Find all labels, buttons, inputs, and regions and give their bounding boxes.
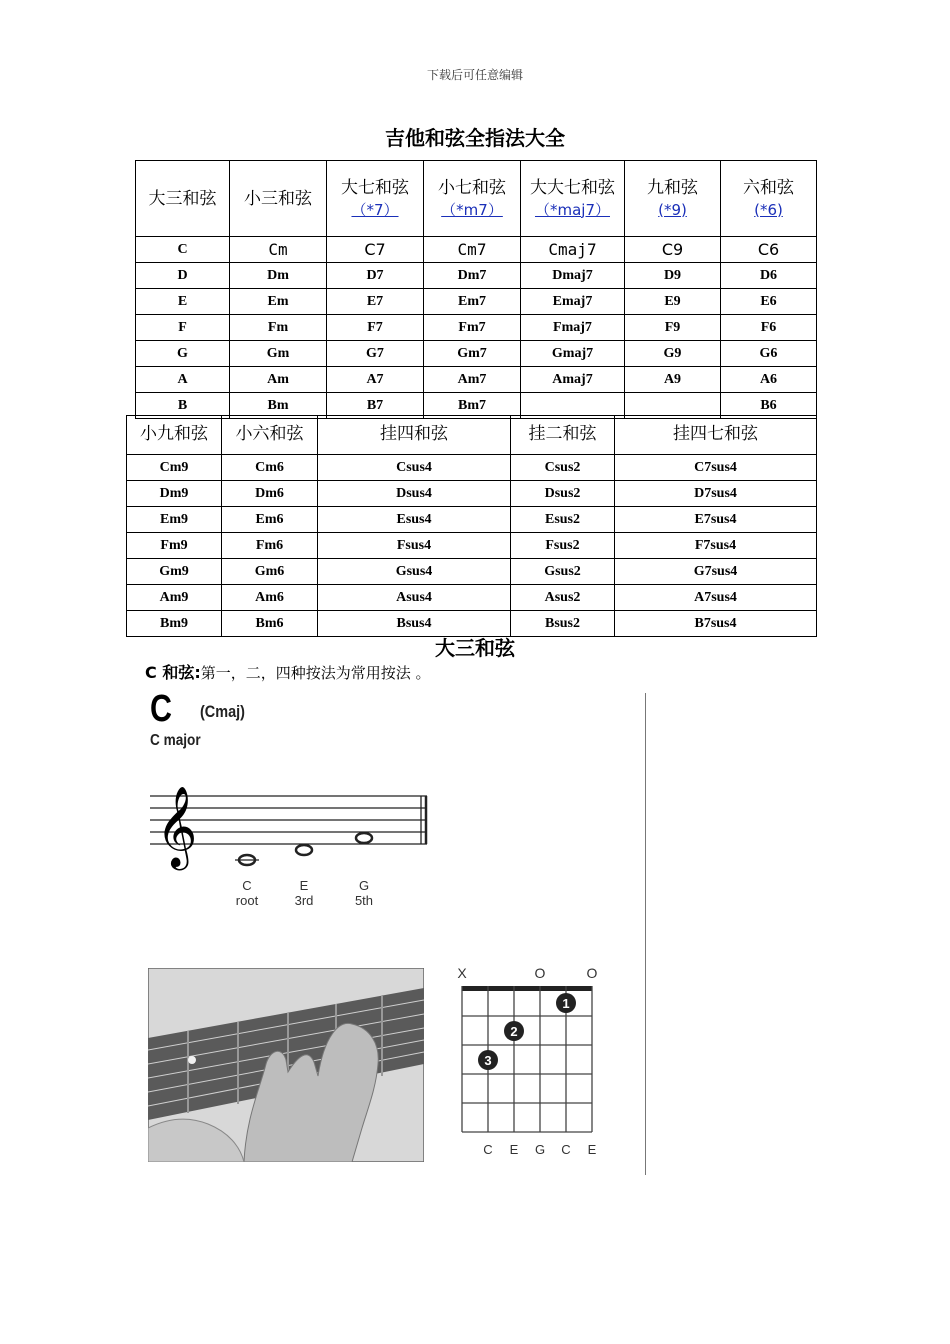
string-mark: X — [457, 965, 467, 981]
header-cell: 挂二和弦 — [511, 416, 615, 455]
table-cell: Csus4 — [318, 455, 511, 481]
table-cell: D7 — [327, 263, 424, 289]
string-mark: O — [534, 965, 546, 981]
table-cell: Bm7 — [424, 393, 521, 419]
table-cell: A7sus4 — [615, 585, 817, 611]
table-cell: A9 — [625, 367, 721, 393]
table-cell: Fsus4 — [318, 533, 511, 559]
header-cell: 小三和弦 — [230, 161, 327, 237]
table-cell: Gsus4 — [318, 559, 511, 585]
table-row — [127, 585, 817, 611]
table-cell: Amaj7 — [521, 367, 625, 393]
chord-intro — [145, 660, 431, 683]
table-cell: B — [136, 393, 230, 419]
chord-symbol: C — [150, 688, 172, 730]
table-cell: Am — [230, 367, 327, 393]
header-cell: 挂四七和弦 — [615, 416, 817, 455]
header-sub[interactable]: （*7） — [351, 200, 399, 219]
table-cell: Asus2 — [511, 585, 615, 611]
table-cell: F7sus4 — [615, 533, 817, 559]
table-cell: Dm7 — [424, 263, 521, 289]
header-cell: 挂四和弦 — [318, 416, 511, 455]
table-cell: Fm — [230, 315, 327, 341]
table-cell: Am9 — [127, 585, 222, 611]
header-sub[interactable]: （*maj7） — [534, 200, 610, 219]
table-cell: Em7 — [424, 289, 521, 315]
table-cell: Cm6 — [222, 455, 318, 481]
table-row — [136, 263, 817, 289]
finger-number: 3 — [484, 1053, 492, 1068]
table-cell: E7sus4 — [615, 507, 817, 533]
table-cell: Gmaj7 — [521, 341, 625, 367]
table-header-row — [127, 416, 817, 455]
header-cell: 小七和弦 （*m7） — [424, 161, 521, 237]
string-note: E — [587, 1142, 597, 1157]
table-cell: Bm — [230, 393, 327, 419]
note-e — [296, 845, 312, 855]
table-cell: C7 — [327, 237, 424, 263]
table-cell: Csus2 — [511, 455, 615, 481]
finger-number: 2 — [510, 1024, 518, 1039]
table-row — [136, 367, 817, 393]
table-cell: C — [136, 237, 230, 263]
header-cell: 大七和弦 （*7） — [327, 161, 424, 237]
table-cell: F — [136, 315, 230, 341]
string-note: C — [561, 1142, 571, 1157]
note-c — [235, 855, 259, 865]
chord-full-name: C major — [150, 732, 201, 749]
table-header-row — [136, 161, 817, 237]
table-cell: B7 — [327, 393, 424, 419]
note-g — [356, 833, 372, 843]
table-cell: Fm9 — [127, 533, 222, 559]
note-degree: root — [235, 893, 259, 908]
table-cell: E7 — [327, 289, 424, 315]
table-cell: D6 — [721, 263, 817, 289]
page-title: 吉他和弦全指法大全 — [385, 126, 565, 150]
table-cell: F7 — [327, 315, 424, 341]
table-cell: Esus4 — [318, 507, 511, 533]
table-cell: Gm — [230, 341, 327, 367]
table-cell: Dm6 — [222, 481, 318, 507]
table-row — [136, 315, 817, 341]
chord-alt-name: (Cmaj) — [200, 702, 245, 721]
chord-table-main — [135, 160, 817, 419]
table-cell: D9 — [625, 263, 721, 289]
table-cell: B7sus4 — [615, 611, 817, 637]
table-cell: G — [136, 341, 230, 367]
chord-figure — [142, 688, 647, 1176]
table-cell: Am6 — [222, 585, 318, 611]
table-cell: Gm9 — [127, 559, 222, 585]
table-cell: G7 — [327, 341, 424, 367]
header-cell: 大三和弦 — [136, 161, 230, 237]
chord-table-extended — [126, 415, 817, 637]
table-cell: Fm7 — [424, 315, 521, 341]
table-row — [127, 481, 817, 507]
table-cell: G6 — [721, 341, 817, 367]
table-cell: C6 — [721, 237, 817, 263]
string-note: C — [483, 1142, 493, 1157]
note-label: E — [299, 878, 309, 893]
header-sub[interactable]: （*m7） — [441, 200, 503, 219]
table-cell: Em9 — [127, 507, 222, 533]
table-cell: Bm6 — [222, 611, 318, 637]
hand-photo — [148, 968, 424, 1162]
table-cell: Em — [230, 289, 327, 315]
table-row — [136, 289, 817, 315]
table-cell: D7sus4 — [615, 481, 817, 507]
table-cell: Cm7 — [424, 237, 521, 263]
table-cell: Gsus2 — [511, 559, 615, 585]
table-cell: C9 — [625, 237, 721, 263]
table-cell: C7sus4 — [615, 455, 817, 481]
table-cell: Fsus2 — [511, 533, 615, 559]
table-cell: Esus2 — [511, 507, 615, 533]
table-cell: G7sus4 — [615, 559, 817, 585]
table-cell: A — [136, 367, 230, 393]
chord-diagram — [447, 964, 622, 1164]
table-row — [136, 237, 817, 263]
table-cell: E6 — [721, 289, 817, 315]
chord-intro-text: 第一，二，四种按法为常用按法 。 — [200, 664, 431, 682]
note-degree: 5th — [354, 893, 374, 908]
header-cell: 小六和弦 — [222, 416, 318, 455]
note-label: C — [242, 878, 252, 893]
header-cell: 九和弦 (*9) — [625, 161, 721, 237]
header-note: 下载后可任意编辑 — [426, 68, 523, 82]
note-degree: 3rd — [294, 893, 314, 908]
header-cell: 小九和弦 — [127, 416, 222, 455]
table-cell: Dm — [230, 263, 327, 289]
table-cell: Fmaj7 — [521, 315, 625, 341]
table-cell: E9 — [625, 289, 721, 315]
table-cell: Asus4 — [318, 585, 511, 611]
table-cell: Dsus2 — [511, 481, 615, 507]
section-title: 大三和弦 — [435, 636, 515, 660]
table-cell: Bm9 — [127, 611, 222, 637]
table-cell: Cm — [230, 237, 327, 263]
table-row — [127, 559, 817, 585]
table-cell: A7 — [327, 367, 424, 393]
table-cell: Em6 — [222, 507, 318, 533]
table-cell: F9 — [625, 315, 721, 341]
table-cell: Cmaj7 — [521, 237, 625, 263]
table-cell: Am7 — [424, 367, 521, 393]
staff-notation — [142, 778, 442, 918]
table-cell: G9 — [625, 341, 721, 367]
table-cell: F6 — [721, 315, 817, 341]
table-row — [127, 455, 817, 481]
table-row — [127, 507, 817, 533]
finger-number: 1 — [562, 996, 570, 1011]
table-row — [136, 341, 817, 367]
table-cell: E — [136, 289, 230, 315]
table-cell: Bsus4 — [318, 611, 511, 637]
string-mark: O — [586, 965, 598, 981]
table-cell: Bsus2 — [511, 611, 615, 637]
table-row — [127, 533, 817, 559]
table-cell: A6 — [721, 367, 817, 393]
header-sub[interactable]: (*9) — [658, 200, 687, 219]
string-note: E — [509, 1142, 519, 1157]
note-label: G — [358, 878, 370, 893]
header-sub[interactable]: (*6) — [754, 200, 783, 219]
header-cell: 大大七和弦 （*maj7） — [521, 161, 625, 237]
table-cell: Cm9 — [127, 455, 222, 481]
treble-clef-icon: 𝄞 — [156, 787, 198, 865]
table-cell: D — [136, 263, 230, 289]
table-cell: Fm6 — [222, 533, 318, 559]
table-cell: Gm6 — [222, 559, 318, 585]
table-cell: B6 — [721, 393, 817, 419]
chord-intro-label: C 和弦: — [145, 663, 201, 682]
table-cell: Emaj7 — [521, 289, 625, 315]
header-cell: 六和弦 (*6) — [721, 161, 817, 237]
table-cell: Dmaj7 — [521, 263, 625, 289]
table-cell: Dm9 — [127, 481, 222, 507]
table-cell: Dsus4 — [318, 481, 511, 507]
string-note: G — [534, 1142, 546, 1157]
table-cell: Gm7 — [424, 341, 521, 367]
